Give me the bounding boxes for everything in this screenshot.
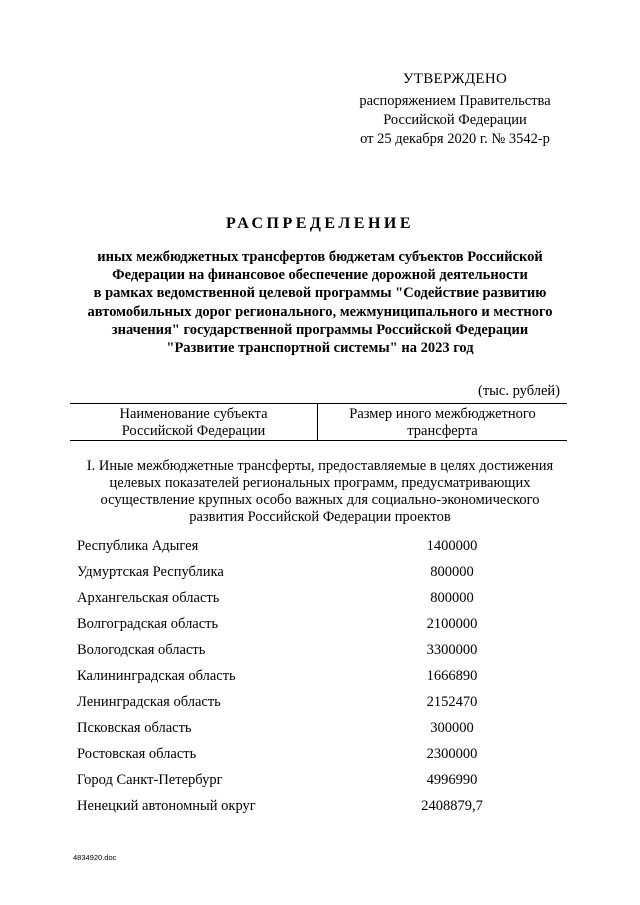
table-row <box>77 771 567 797</box>
table-row <box>77 745 567 771</box>
transfer-value: 800000 <box>430 564 474 580</box>
document-subtitle <box>60 248 580 357</box>
subtitle-line: автомобильных дорог регионального, межмуниципального и местного <box>87 303 553 320</box>
header-text: Наименование субъекта <box>119 406 268 422</box>
transfer-value: 2152470 <box>426 694 478 710</box>
header-text: Российской Федерации <box>121 422 266 439</box>
table-row <box>77 667 567 693</box>
subtitle-line: в рамках ведомственной целевой программы "Содействие развитию <box>93 285 547 302</box>
transfer-value: 2100000 <box>426 616 478 632</box>
table-body <box>77 537 567 823</box>
transfer-value: 1666890 <box>426 668 478 684</box>
approval-line: Российской Федерации <box>383 112 527 128</box>
region-name: Волгоградская область <box>77 616 219 632</box>
transfer-value: 3300000 <box>426 642 478 658</box>
section-line: целевых показателей региональных программ, предусматривающих <box>109 475 531 491</box>
approval-heading: УТВЕРЖДЕНО <box>402 71 508 87</box>
region-name: Удмуртская Республика <box>77 564 224 580</box>
section-line: I. Иные межбюджетные трансферты, предоставляемые в целях достижения <box>86 458 554 474</box>
region-name: Ненецкий автономный округ <box>77 798 256 814</box>
table-row <box>77 797 567 823</box>
region-name: Ростовская область <box>77 746 197 762</box>
transfer-value: 2408879,7 <box>421 798 483 814</box>
table-row <box>77 693 567 719</box>
table-row <box>77 537 567 563</box>
section-line: развития Российской Федерации проектов <box>189 509 451 525</box>
region-name: Псковская область <box>77 720 192 736</box>
table-row <box>77 589 567 615</box>
transfer-value: 300000 <box>430 720 474 736</box>
subtitle-line: Федерации на финансовое обеспечение дорожной деятельности <box>112 267 528 284</box>
approval-stamp <box>330 70 580 149</box>
region-name: Республика Адыгея <box>77 538 199 554</box>
header-col-name <box>70 404 318 440</box>
region-name: Калининградская область <box>77 668 236 684</box>
header-col-value <box>318 404 567 440</box>
document-heading: РАСПРЕДЕЛЕНИЕ <box>225 215 415 232</box>
table-row <box>77 615 567 641</box>
region-name: Архангельская область <box>77 590 220 606</box>
units-label: (тыс. рублей) <box>478 383 560 399</box>
subtitle-line: иных межбюджетных трансфертов бюджетам субъектов Российской <box>97 249 543 265</box>
subtitle-line: значения" государственной программы Российской Федерации <box>111 321 529 338</box>
header-text: трансферта <box>407 422 478 439</box>
document-title <box>60 215 580 357</box>
file-footer: 4834920.doc <box>73 853 117 862</box>
table-header <box>70 403 567 441</box>
table-row <box>77 563 567 589</box>
header-text: Размер иного межбюджетного <box>349 406 536 422</box>
transfer-value: 4996990 <box>426 772 478 788</box>
transfer-value: 2300000 <box>426 746 478 762</box>
approval-date: от 25 декабря 2020 г. № 3542-р <box>360 131 550 147</box>
section-title <box>70 458 570 526</box>
region-name: Город Санкт-Петербург <box>77 772 223 788</box>
subtitle-line: "Развитие транспортной системы" на 2023 год <box>166 340 474 357</box>
region-name: Ленинградская область <box>77 694 221 710</box>
transfer-value: 1400000 <box>426 538 478 554</box>
approval-line: распоряжением Правительства <box>359 93 551 109</box>
table-row <box>77 641 567 667</box>
section-line: осуществление крупных особо важных для социально-экономического <box>100 492 540 508</box>
transfer-value: 800000 <box>430 590 474 606</box>
table-row <box>77 719 567 745</box>
region-name: Вологодская область <box>77 642 206 658</box>
